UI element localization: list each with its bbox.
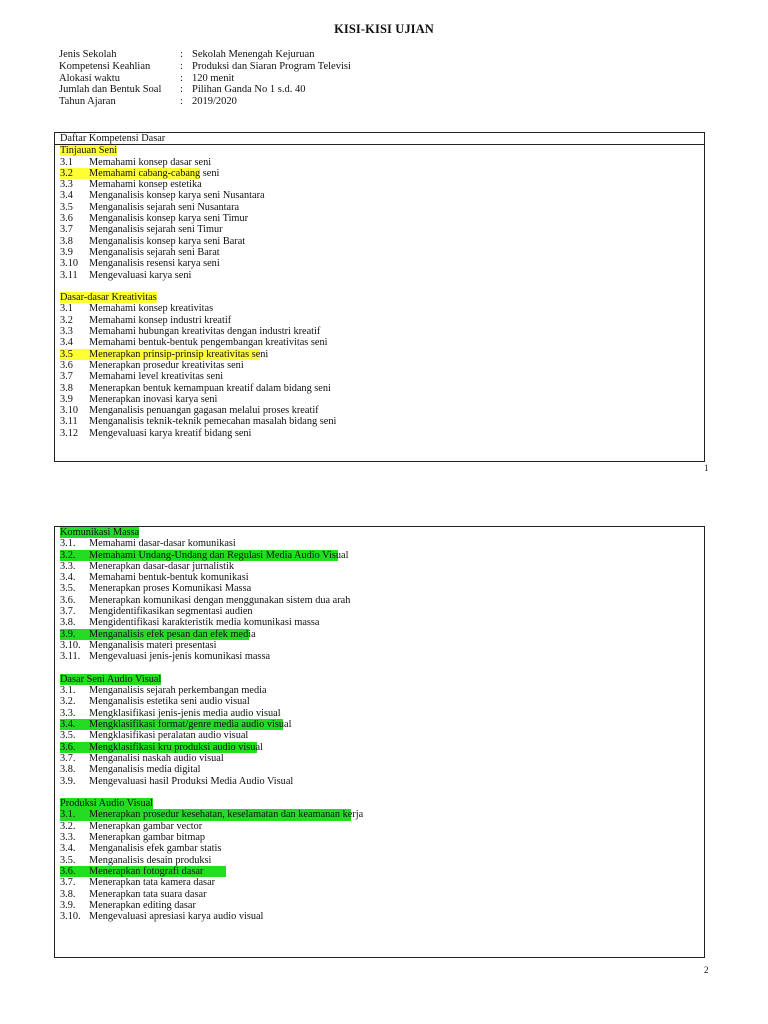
list-item bbox=[60, 730, 704, 741]
item-number: 3.6. bbox=[60, 865, 76, 877]
item-number: 3.5 bbox=[60, 348, 73, 360]
item-number: 3.11 bbox=[60, 269, 78, 281]
item-text: Menganalisis konsep karya seni Nusantara bbox=[89, 190, 265, 202]
item-text: Mengklasifikasi peralatan audio visual bbox=[89, 730, 249, 742]
meta-colon: : bbox=[180, 96, 183, 108]
list-item bbox=[60, 764, 704, 775]
item-text: Mengevaluasi karya seni bbox=[89, 269, 192, 281]
item-text: Menerapkan komunikasi dengan menggunakan sistem dua arah bbox=[89, 594, 351, 606]
list-item bbox=[60, 405, 704, 416]
item-text: Mengevaluasi karya kreatif bidang seni bbox=[89, 427, 252, 439]
item-number: 3.4. bbox=[60, 572, 76, 584]
item-number: 3.8 bbox=[60, 235, 73, 247]
meta-value: 2019/2020 bbox=[192, 96, 237, 108]
list-item bbox=[60, 572, 704, 583]
list-item bbox=[60, 640, 704, 651]
list-item bbox=[60, 538, 704, 549]
item-text: Menganalisis penuangan gagasan melalui proses kreatif bbox=[89, 405, 319, 417]
meta-label: Alokasi waktu bbox=[59, 72, 120, 84]
item-text: Memahami cabang-cabang seni bbox=[89, 167, 220, 179]
item-number: 3.7. bbox=[60, 877, 76, 889]
item-number: 3.4. bbox=[60, 843, 76, 855]
item-text: Menganalisi naskah audio visual bbox=[89, 752, 224, 764]
section-title-text: Dasar Seni Audio Visual bbox=[60, 673, 162, 685]
item-text: Menerapkan prinsip-prinsip kreativitas seni bbox=[89, 348, 269, 360]
list-item-highlighted bbox=[60, 719, 704, 730]
list-item bbox=[60, 383, 704, 394]
item-number: 3.6. bbox=[60, 741, 76, 753]
meta-label: Jumlah dan Bentuk Soal bbox=[59, 84, 162, 96]
item-text: Menerapkan prosedur kesehatan, keselamatan dan keamanan kerja bbox=[89, 809, 364, 821]
list-item bbox=[60, 315, 704, 326]
item-text: Menerapkan proses Komunikasi Massa bbox=[89, 583, 252, 595]
item-number: 3.3. bbox=[60, 560, 76, 572]
item-number: 3.5. bbox=[60, 854, 76, 866]
item-text: Menerapkan fotografi dasar bbox=[89, 865, 204, 877]
item-number: 3.9 bbox=[60, 246, 73, 258]
box-body bbox=[55, 145, 704, 439]
item-text: Memahami hubungan kreativitas dengan industri kreatif bbox=[89, 326, 321, 338]
item-text: Mengklasifikasi format/genre media audio visual bbox=[89, 719, 292, 731]
item-text: Memahami konsep kreativitas bbox=[89, 303, 214, 315]
item-text: Menganalisis sejarah seni Nusantara bbox=[89, 201, 240, 213]
item-number: 3.3 bbox=[60, 326, 73, 338]
item-number: 3.6 bbox=[60, 359, 73, 371]
item-number: 3.4 bbox=[60, 337, 73, 349]
item-text: Memahami dasar-dasar komunikasi bbox=[89, 538, 236, 550]
item-text: Menganalisis efek pesan dan efek media bbox=[89, 628, 256, 640]
list-item bbox=[60, 606, 704, 617]
list-item bbox=[60, 326, 704, 337]
item-number: 3.2 bbox=[60, 314, 73, 326]
list-item bbox=[60, 202, 704, 213]
list-item bbox=[60, 561, 704, 572]
item-number: 3.10. bbox=[60, 639, 81, 651]
item-number: 3.11. bbox=[60, 651, 81, 663]
item-number: 3.5. bbox=[60, 583, 76, 595]
item-text: Memahami level kreativitas seni bbox=[89, 371, 224, 383]
list-item bbox=[60, 911, 704, 922]
item-text: Menganalisis materi presentasi bbox=[89, 639, 217, 651]
list-item-highlighted bbox=[60, 809, 704, 820]
item-text: Memahami bentuk-bentuk komunikasi bbox=[89, 572, 249, 584]
item-number: 3.8. bbox=[60, 764, 76, 776]
section-title-dasar-kreativitas bbox=[60, 292, 704, 303]
item-text: Menerapkan tata kamera dasar bbox=[89, 877, 216, 889]
item-text: Memahami konsep dasar seni bbox=[89, 156, 212, 168]
item-text: Mengklasifikasi kru produksi audio visual bbox=[89, 741, 263, 753]
item-number: 3.7. bbox=[60, 752, 76, 764]
list-item bbox=[60, 416, 704, 427]
list-item-highlighted bbox=[60, 629, 704, 640]
competency-box-1 bbox=[54, 132, 705, 462]
meta-colon: : bbox=[180, 84, 183, 96]
list-item bbox=[60, 157, 704, 168]
item-text: Memahami bentuk-bentuk pengembangan kreativitas seni bbox=[89, 337, 328, 349]
list-item bbox=[60, 617, 704, 628]
document-title: KISI-KISI UJIAN bbox=[334, 22, 434, 36]
item-text: Menganalisis estetika seni audio visual bbox=[89, 696, 250, 708]
list-item bbox=[60, 651, 704, 662]
meta-colon: : bbox=[180, 72, 183, 84]
list-item bbox=[60, 303, 704, 314]
item-text: Menerapkan prosedur kreativitas seni bbox=[89, 359, 244, 371]
item-number: 3.11 bbox=[60, 416, 78, 428]
spacer bbox=[60, 787, 704, 798]
item-number: 3.1. bbox=[60, 538, 76, 550]
list-item bbox=[60, 877, 704, 888]
item-number: 3.2. bbox=[60, 820, 76, 832]
list-item bbox=[60, 583, 704, 594]
list-item bbox=[60, 179, 704, 190]
item-number: 3.8. bbox=[60, 617, 76, 629]
list-item bbox=[60, 595, 704, 606]
section-title-produksi-audio-visual bbox=[60, 798, 704, 809]
item-number: 3.7 bbox=[60, 224, 73, 236]
meta-colon: : bbox=[180, 49, 183, 60]
list-item-highlighted bbox=[60, 168, 704, 179]
item-text: Menganalisis resensi karya seni bbox=[89, 258, 220, 270]
spacer bbox=[60, 281, 704, 292]
item-text: Memahami konsep industri kreatif bbox=[89, 314, 232, 326]
list-item bbox=[60, 753, 704, 764]
item-text: Mengevaluasi hasil Produksi Media Audio Visual bbox=[89, 775, 294, 787]
spacer bbox=[60, 663, 704, 674]
meta-label: Kompetensi Keahlian bbox=[59, 60, 151, 72]
item-number: 3.9 bbox=[60, 393, 73, 405]
list-item bbox=[60, 236, 704, 247]
page-number: 2 bbox=[704, 965, 709, 975]
item-number: 3.9. bbox=[60, 775, 76, 787]
item-number: 3.8 bbox=[60, 382, 73, 394]
list-item bbox=[60, 708, 704, 719]
item-text: Menganalisis sejarah seni Barat bbox=[89, 246, 220, 258]
item-number: 3.3. bbox=[60, 832, 76, 844]
item-text: Mengidentifikasi karakteristik media komunikasi massa bbox=[89, 617, 320, 629]
item-number: 3.3 bbox=[60, 179, 73, 191]
list-item bbox=[60, 428, 704, 439]
list-item bbox=[60, 270, 704, 281]
item-number: 3.7. bbox=[60, 606, 76, 618]
item-number: 3.10. bbox=[60, 911, 81, 923]
item-text: Menerapkan gambar vector bbox=[89, 820, 203, 832]
item-text: Menerapkan editing dasar bbox=[89, 899, 196, 911]
item-number: 3.2. bbox=[60, 549, 76, 561]
item-text: Mengklasifikasi jenis-jenis media audio visual bbox=[89, 707, 281, 719]
list-item bbox=[60, 696, 704, 707]
item-text: Menganalisis sejarah perkembangan media bbox=[89, 685, 267, 697]
item-number: 3.10 bbox=[60, 405, 79, 417]
list-item bbox=[60, 394, 704, 405]
item-number: 3.6 bbox=[60, 213, 73, 225]
item-text: Menganalisis teknik-teknik pemecahan masalah bidang seni bbox=[89, 416, 337, 428]
list-item bbox=[60, 337, 704, 348]
meta-value: Produksi dan Siaran Program Televisi bbox=[192, 60, 351, 72]
list-item bbox=[60, 190, 704, 201]
item-number: 3.8. bbox=[60, 888, 76, 900]
item-number: 3.6. bbox=[60, 594, 76, 606]
section-title-tinjauan-seni bbox=[60, 145, 704, 156]
item-text: Menganalisis konsep karya seni Timur bbox=[89, 213, 249, 225]
item-number: 3.4. bbox=[60, 719, 76, 731]
item-text: Menerapkan inovasi karya seni bbox=[89, 393, 218, 405]
meta-value: Sekolah Menengah Kejuruan bbox=[192, 49, 315, 60]
item-number: 3.1. bbox=[60, 685, 76, 697]
item-text: Menerapkan gambar bitmap bbox=[89, 832, 206, 844]
list-item bbox=[60, 855, 704, 866]
item-text: Menerapkan tata suara dasar bbox=[89, 888, 207, 900]
item-number: 3.12 bbox=[60, 427, 79, 439]
list-item bbox=[60, 371, 704, 382]
meta-colon: : bbox=[180, 60, 183, 72]
list-item-highlighted bbox=[60, 349, 704, 360]
list-item bbox=[60, 889, 704, 900]
page-number: 1 bbox=[704, 463, 709, 473]
item-text: Memahami Undang-Undang dan Regulasi Media Audio Visual bbox=[89, 549, 349, 561]
section-title-text: Dasar-dasar Kreativitas bbox=[60, 292, 157, 304]
meta-label: Jenis Sekolah bbox=[59, 49, 117, 60]
item-text: Menganalisis media digital bbox=[89, 764, 201, 776]
list-item bbox=[60, 213, 704, 224]
item-number: 3.3. bbox=[60, 707, 76, 719]
section-title-komunikasi-massa bbox=[60, 527, 704, 538]
item-number: 3.1 bbox=[60, 156, 73, 168]
list-item-highlighted bbox=[60, 550, 704, 561]
section-title-dasar-seni-audio-visual bbox=[60, 674, 704, 685]
list-item bbox=[60, 247, 704, 258]
item-text: Menganalisis konsep karya seni Barat bbox=[89, 235, 246, 247]
list-item-highlighted bbox=[60, 742, 704, 753]
meta-label: Tahun Ajaran bbox=[59, 96, 116, 108]
item-number: 3.5. bbox=[60, 730, 76, 742]
list-item bbox=[60, 685, 704, 696]
item-number: 3.10 bbox=[60, 258, 79, 270]
list-item bbox=[60, 900, 704, 911]
item-text: Menerapkan bentuk kemampuan kreatif dalam bidang seni bbox=[89, 382, 331, 394]
list-item bbox=[60, 843, 704, 854]
meta-value: 120 menit bbox=[192, 72, 235, 84]
meta-value: Pilihan Ganda No 1 s.d. 40 bbox=[192, 84, 306, 96]
list-item bbox=[60, 776, 704, 787]
item-text: Mengidentifikasikan segmentasi audien bbox=[89, 606, 253, 618]
item-text: Menganalisis sejarah seni Timur bbox=[89, 224, 223, 236]
section-title-text: Tinjauan Seni bbox=[60, 145, 118, 157]
item-text: Menganalisis efek gambar statis bbox=[89, 843, 222, 855]
box-body bbox=[55, 527, 704, 922]
list-item bbox=[60, 821, 704, 832]
item-text: Mengevaluasi jenis-jenis komunikasi massa bbox=[89, 651, 271, 663]
box-header: Daftar Kompetensi Dasar bbox=[55, 133, 704, 145]
item-number: 3.2 bbox=[60, 167, 73, 179]
list-item bbox=[60, 224, 704, 235]
list-item-highlighted bbox=[60, 866, 704, 877]
item-text: Memahami konsep estetika bbox=[89, 179, 202, 191]
item-number: 3.7 bbox=[60, 371, 73, 383]
competency-box-2 bbox=[54, 526, 705, 958]
item-text: Menganalisis desain produksi bbox=[89, 854, 212, 866]
section-title-text: Komunikasi Massa bbox=[60, 527, 140, 538]
list-item bbox=[60, 832, 704, 843]
item-number: 3.4 bbox=[60, 190, 73, 202]
list-item bbox=[60, 360, 704, 371]
item-number: 3.1. bbox=[60, 809, 76, 821]
item-text: Mengevaluasi apresiasi karya audio visual bbox=[89, 911, 264, 923]
item-number: 3.5 bbox=[60, 201, 73, 213]
item-number: 3.1 bbox=[60, 303, 73, 315]
item-number: 3.2. bbox=[60, 696, 76, 708]
list-item bbox=[60, 258, 704, 269]
item-number: 3.9. bbox=[60, 628, 76, 640]
section-title-text: Produksi Audio Visual bbox=[60, 798, 154, 810]
item-number: 3.9. bbox=[60, 899, 76, 911]
item-text: Menerapkan dasar-dasar jurnalistik bbox=[89, 560, 235, 572]
